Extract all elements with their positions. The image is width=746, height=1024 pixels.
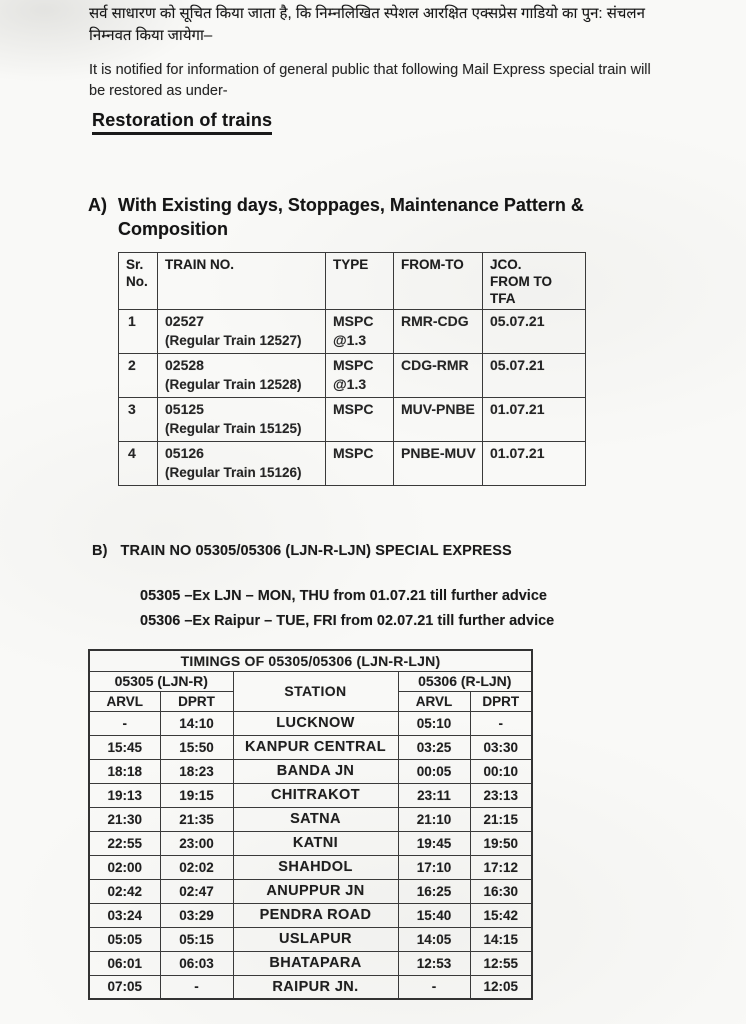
arvl-time: 15:45 <box>89 735 160 759</box>
header-jco-line1: JCO. <box>490 257 522 272</box>
type-rate: @1.3 <box>333 332 367 348</box>
arvl-time: 05:05 <box>89 927 160 951</box>
type-cell <box>326 310 394 354</box>
jco-date-cell: 05.07.21 <box>483 310 586 354</box>
timings-table <box>88 649 533 1000</box>
type-value: MSPC <box>333 313 374 329</box>
arvl-time: 15:40 <box>398 903 470 927</box>
section-a-title <box>118 193 584 241</box>
section-b-heading <box>92 543 512 559</box>
dprt-time: 23:13 <box>470 783 532 807</box>
arvl-time: 22:55 <box>89 831 160 855</box>
train-number: 05126 <box>165 445 204 461</box>
train-number: 05125 <box>165 401 204 417</box>
header-jco-line2: FROM TO <box>490 274 552 289</box>
restored-trains-table <box>118 252 586 486</box>
header-05305: 05305 (LJN-R) <box>89 671 233 691</box>
station-cell: CHITRAKOT <box>233 783 398 807</box>
dprt-time: 21:15 <box>470 807 532 831</box>
arvl-time: 03:25 <box>398 735 470 759</box>
timings-row <box>89 711 532 735</box>
header-jco <box>483 253 586 310</box>
dprt-time: 02:02 <box>160 855 233 879</box>
arvl-time: 12:53 <box>398 951 470 975</box>
train-no-cell <box>158 398 326 442</box>
dprt-time: 19:50 <box>470 831 532 855</box>
sr-cell: 4 <box>119 442 158 486</box>
from-to-cell: CDG-RMR <box>394 354 483 398</box>
arvl-time: 00:05 <box>398 759 470 783</box>
station-cell: RAIPUR JN. <box>233 975 398 999</box>
english-line-1: It is notified for information of general public that following Mail Express special train will <box>89 62 651 78</box>
section-b-label: B) <box>92 543 108 559</box>
station-cell: LUCKNOW <box>233 711 398 735</box>
station-cell: KANPUR CENTRAL <box>233 735 398 759</box>
station-cell: SHAHDOL <box>233 855 398 879</box>
regular-train-note: (Regular Train 12528) <box>165 377 302 392</box>
arvl-time: 23:11 <box>398 783 470 807</box>
regular-train-note: (Regular Train 12527) <box>165 333 302 348</box>
jco-date-cell: 05.07.21 <box>483 354 586 398</box>
arvl-time: - <box>89 711 160 735</box>
section-a-heading <box>88 193 584 241</box>
station-cell: BANDA JN <box>233 759 398 783</box>
service-days-lines <box>140 584 554 634</box>
train-no-cell <box>158 442 326 486</box>
header-station: STATION <box>233 671 398 711</box>
header-arvl-left: ARVL <box>89 691 160 711</box>
timings-row <box>89 903 532 927</box>
regular-train-note: (Regular Train 15125) <box>165 421 302 436</box>
timings-row <box>89 855 532 879</box>
timings-train-header-row <box>89 671 532 691</box>
dprt-time: 06:03 <box>160 951 233 975</box>
hindi-line-1: सर्व साधारण को सूचित किया जाता है, कि निम्नलिखित स्पेशल आरक्षित एक्सप्रेस गाडियो का पुन: संचलन <box>89 5 645 22</box>
timings-row <box>89 735 532 759</box>
arvl-time: 14:05 <box>398 927 470 951</box>
arvl-time: 07:05 <box>89 975 160 999</box>
type-cell <box>326 354 394 398</box>
arvl-time: 21:30 <box>89 807 160 831</box>
dprt-time: - <box>160 975 233 999</box>
type-rate: @1.3 <box>333 376 367 392</box>
header-sr-no <box>119 253 158 310</box>
section-a-title-line-2: Composition <box>118 219 228 239</box>
header-jco-line3: TFA <box>490 291 516 306</box>
header-sr-line1: Sr. <box>126 257 144 272</box>
from-to-cell: PNBE-MUV <box>394 442 483 486</box>
dprt-time: 23:00 <box>160 831 233 855</box>
train-row <box>119 398 586 442</box>
type-value: MSPC <box>333 401 374 417</box>
header-from-to: FROM-TO <box>394 253 483 310</box>
type-value: MSPC <box>333 357 374 373</box>
service-days-05305: 05305 –Ex LJN – MON, THU from 01.07.21 till further advice <box>140 588 547 604</box>
header-05306: 05306 (R-LJN) <box>398 671 532 691</box>
jco-date-cell: 01.07.21 <box>483 442 586 486</box>
timings-row <box>89 975 532 999</box>
type-cell <box>326 442 394 486</box>
timings-row <box>89 927 532 951</box>
type-cell <box>326 398 394 442</box>
dprt-time: 03:30 <box>470 735 532 759</box>
dprt-time: 15:42 <box>470 903 532 927</box>
section-b-title: TRAIN NO 05305/05306 (LJN-R-LJN) SPECIAL EXPRESS <box>120 543 512 559</box>
dprt-time: 17:12 <box>470 855 532 879</box>
hindi-paragraph <box>89 3 734 47</box>
sr-cell: 3 <box>119 398 158 442</box>
trains-header-row <box>119 253 586 310</box>
from-to-cell: MUV-PNBE <box>394 398 483 442</box>
dprt-time: 21:35 <box>160 807 233 831</box>
arvl-time: 05:10 <box>398 711 470 735</box>
header-arvl-right: ARVL <box>398 691 470 711</box>
section-a-label: A) <box>88 195 107 215</box>
timings-title: TIMINGS OF 05305/05306 (LJN-R-LJN) <box>89 650 532 671</box>
dprt-time: 15:50 <box>160 735 233 759</box>
arvl-time: 16:25 <box>398 879 470 903</box>
service-days-05306: 05306 –Ex Raipur – TUE, FRI from 02.07.21 till further advice <box>140 613 555 629</box>
timings-row <box>89 951 532 975</box>
station-cell: USLAPUR <box>233 927 398 951</box>
arvl-time: 21:10 <box>398 807 470 831</box>
station-cell: PENDRA ROAD <box>233 903 398 927</box>
arvl-time: 02:00 <box>89 855 160 879</box>
dprt-time: 03:29 <box>160 903 233 927</box>
dprt-time: 02:47 <box>160 879 233 903</box>
section-a-title-line-1: With Existing days, Stoppages, Maintenance Pattern & <box>118 195 584 215</box>
dprt-time: 14:15 <box>470 927 532 951</box>
timings-row <box>89 879 532 903</box>
train-no-cell <box>158 310 326 354</box>
dprt-time: 16:30 <box>470 879 532 903</box>
header-dprt-left: DPRT <box>160 691 233 711</box>
header-sr-line2: No. <box>126 274 148 289</box>
timings-row <box>89 783 532 807</box>
arvl-time: 18:18 <box>89 759 160 783</box>
english-paragraph <box>89 60 737 102</box>
dprt-time: 14:10 <box>160 711 233 735</box>
station-cell: KATNI <box>233 831 398 855</box>
jco-date-cell: 01.07.21 <box>483 398 586 442</box>
arvl-time: - <box>398 975 470 999</box>
train-row <box>119 354 586 398</box>
sr-cell: 2 <box>119 354 158 398</box>
header-train-no: TRAIN NO. <box>158 253 326 310</box>
arvl-time: 17:10 <box>398 855 470 879</box>
dprt-time: 19:15 <box>160 783 233 807</box>
dprt-time: 00:10 <box>470 759 532 783</box>
train-row <box>119 442 586 486</box>
arvl-time: 03:24 <box>89 903 160 927</box>
from-to-cell: RMR-CDG <box>394 310 483 354</box>
arvl-time: 06:01 <box>89 951 160 975</box>
header-type: TYPE <box>326 253 394 310</box>
english-line-2: be restored as under- <box>89 83 228 99</box>
station-cell: ANUPPUR JN <box>233 879 398 903</box>
dprt-time: 12:55 <box>470 951 532 975</box>
dprt-time: 12:05 <box>470 975 532 999</box>
dprt-time: 05:15 <box>160 927 233 951</box>
dprt-time: - <box>470 711 532 735</box>
type-value: MSPC <box>333 445 374 461</box>
hindi-line-2: निम्नवत किया जायेगा– <box>89 27 213 44</box>
train-no-cell <box>158 354 326 398</box>
arvl-time: 19:13 <box>89 783 160 807</box>
dprt-time: 18:23 <box>160 759 233 783</box>
train-row <box>119 310 586 354</box>
train-number: 02527 <box>165 313 204 329</box>
regular-train-note: (Regular Train 15126) <box>165 465 302 480</box>
arvl-time: 19:45 <box>398 831 470 855</box>
timings-row <box>89 759 532 783</box>
sr-cell: 1 <box>119 310 158 354</box>
station-cell: SATNA <box>233 807 398 831</box>
timings-row <box>89 807 532 831</box>
timings-row <box>89 831 532 855</box>
restoration-heading: Restoration of trains <box>92 110 272 135</box>
arvl-time: 02:42 <box>89 879 160 903</box>
station-cell: BHATAPARA <box>233 951 398 975</box>
timings-title-row <box>89 650 532 671</box>
train-number: 02528 <box>165 357 204 373</box>
header-dprt-right: DPRT <box>470 691 532 711</box>
